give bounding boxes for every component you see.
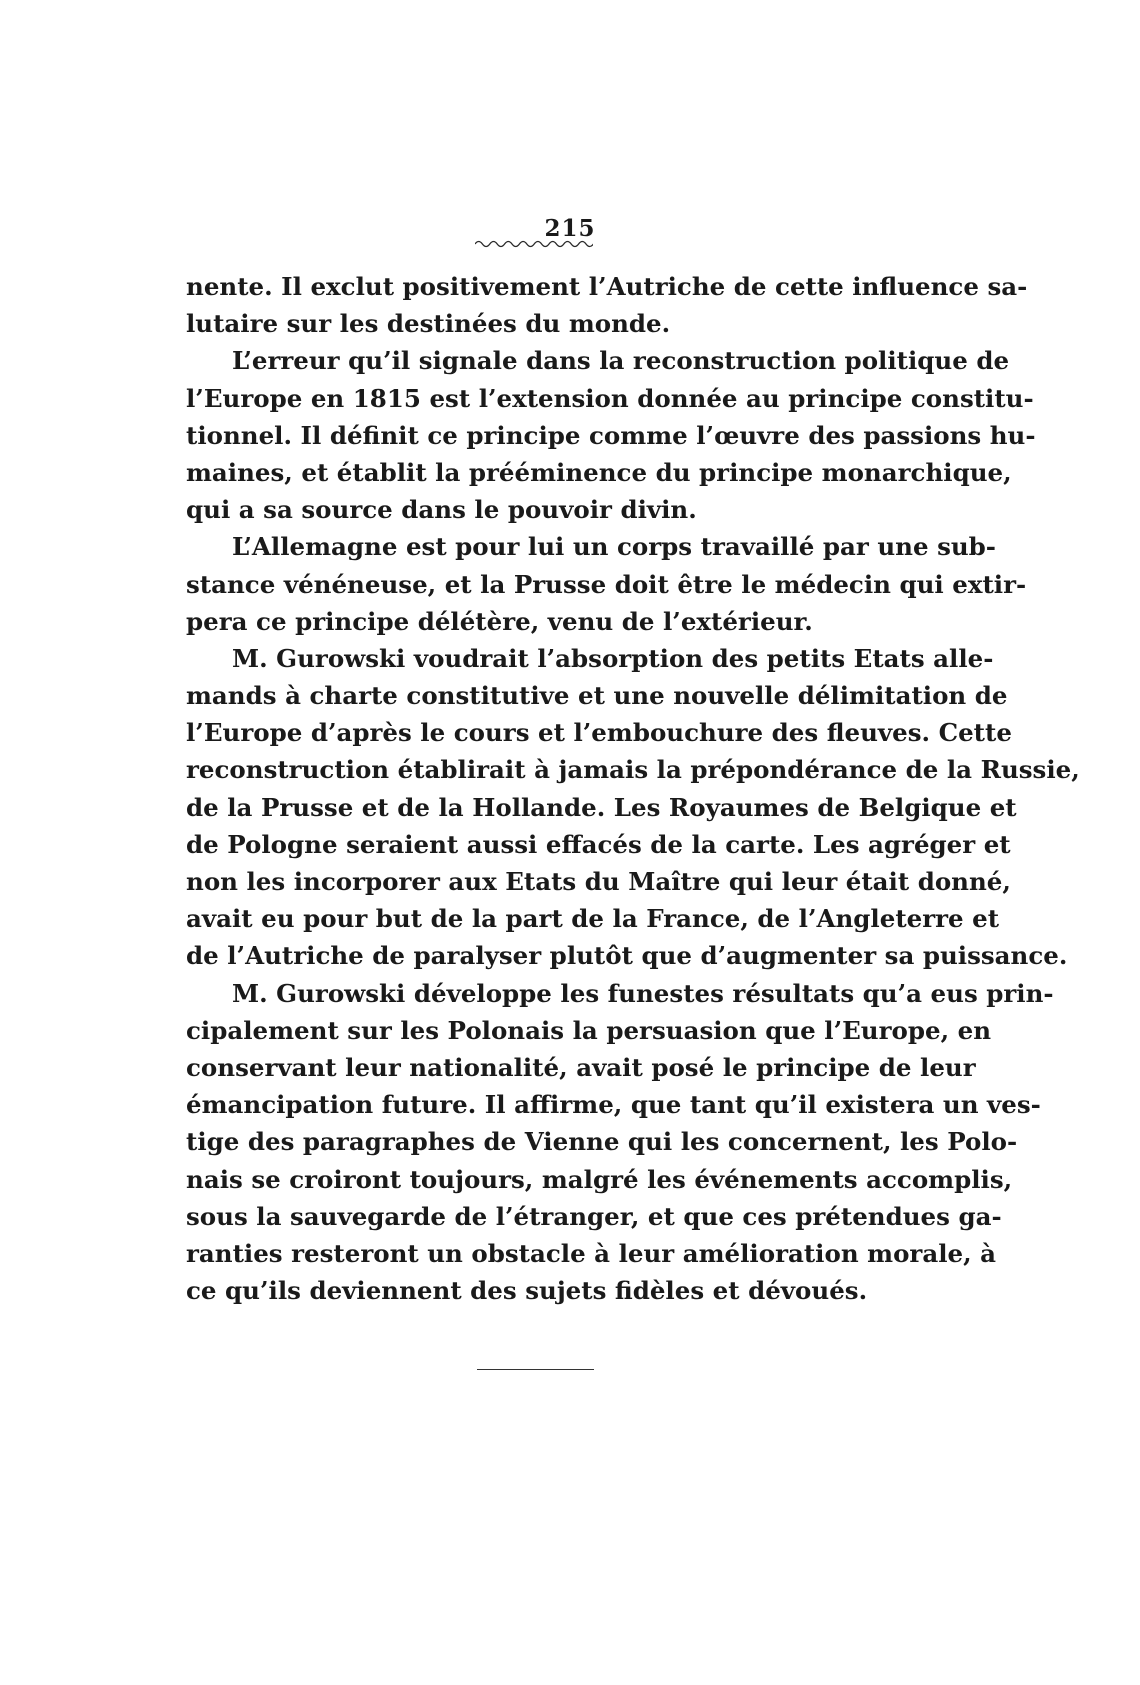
text-line: M. Gurowski développe les funestes résultats qu’a eus prin- bbox=[232, 978, 1054, 1008]
page-number: 215 bbox=[544, 215, 596, 242]
text-line: mands à charte constitutive et une nouvelle délimitation de bbox=[186, 681, 1008, 711]
text-line: pera ce principe délétère, venu de l’extérieur. bbox=[186, 606, 813, 636]
text-line: L’Allemagne est pour lui un corps travaillé par une sub- bbox=[232, 532, 996, 562]
text-line: L’erreur qu’il signale dans la reconstruction politique de bbox=[232, 346, 1010, 376]
text-line: l’Europe en 1815 est l’extension donnée au principe constitu- bbox=[186, 383, 1034, 413]
text-line: nais se croiront toujours, malgré les événements accomplis, bbox=[186, 1164, 1013, 1194]
text-line: non les incorporer aux Etats du Maître qui leur était donné, bbox=[186, 867, 1011, 896]
text-line: émancipation future. Il affirme, que tant qu’il existera un ves- bbox=[186, 1090, 1041, 1120]
text-line: lutaire sur les destinées du monde. bbox=[186, 309, 671, 339]
paragraph bbox=[186, 528, 1027, 640]
text-line: maines, et établit la prééminence du principe monarchique, bbox=[186, 457, 1012, 487]
text-line: de Pologne seraient aussi effacés de la carte. Les agréger et bbox=[186, 829, 1011, 859]
text-line: ce qu’ils deviennent des sujets fidèles et dévoués. bbox=[186, 1276, 868, 1306]
text-line: l’Europe d’après le cours et l’embouchure des fleuves. Cette bbox=[186, 718, 1012, 748]
wavy-ornament bbox=[475, 238, 593, 250]
text-line: conservant leur nationalité, avait posé le principe de leur bbox=[186, 1052, 976, 1082]
text-line: stance vénéneuse, et la Prusse doit être le médecin qui extir- bbox=[186, 569, 1027, 599]
text-line: reconstruction établirait à jamais la prépondérance de la Russie, bbox=[186, 755, 1080, 785]
text-line: de la Prusse et de la Hollande. Les Royaumes de Belgique et bbox=[186, 792, 1017, 822]
text-line: tige des paragraphes de Vienne qui les concernent, les Polo- bbox=[186, 1127, 1018, 1157]
text-line: de l’Autriche de paralyser plutôt que d’augmenter sa puissance. bbox=[186, 941, 1068, 971]
text-line: ranties resteront un obstacle à leur amélioration morale, à bbox=[186, 1238, 997, 1268]
paragraph bbox=[186, 640, 1080, 975]
body-text bbox=[186, 268, 1080, 1309]
paragraph bbox=[186, 342, 1036, 528]
paragraph bbox=[186, 975, 1054, 1310]
end-rule-divider bbox=[477, 1369, 594, 1370]
paragraph bbox=[186, 268, 1028, 342]
text-line: sous la sauvegarde de l’étranger, et que ces prétendues ga- bbox=[186, 1201, 1002, 1231]
text-line: cipalement sur les Polonais la persuasion que l’Europe, en bbox=[186, 1015, 992, 1045]
text-line: qui a sa source dans le pouvoir divin. bbox=[186, 495, 697, 525]
text-line: avait eu pour but de la part de la France, de l’Angleterre et bbox=[186, 904, 1000, 934]
text-line: nente. Il exclut positivement l’Autriche de cette influence sa- bbox=[186, 272, 1028, 301]
text-line: tionnel. Il définit ce principe comme l’œuvre des passions hu- bbox=[186, 420, 1036, 450]
text-line: M. Gurowski voudrait l’absorption des petits Etats alle- bbox=[232, 643, 994, 673]
